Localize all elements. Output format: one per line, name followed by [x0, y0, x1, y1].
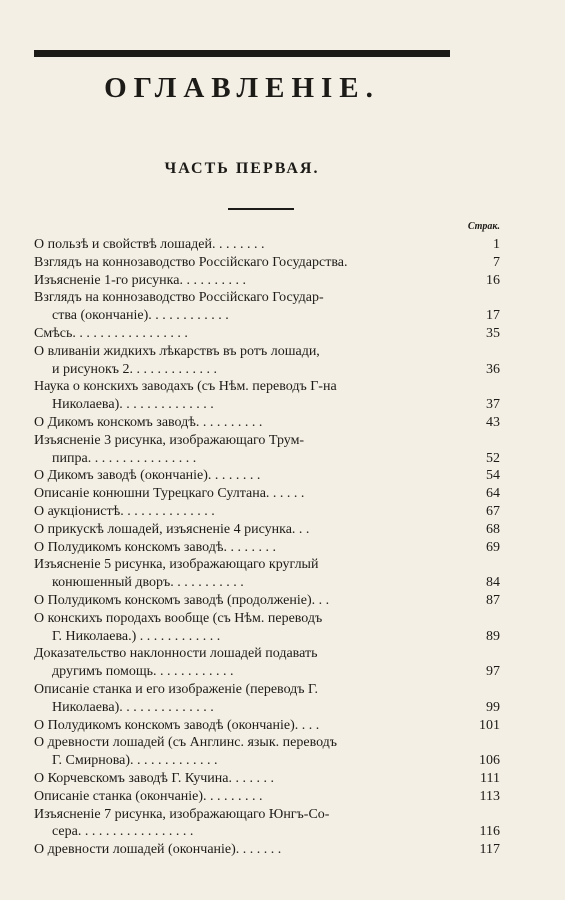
toc-entry-page-number: 69	[486, 539, 500, 555]
toc-entry-page-number: 87	[486, 592, 500, 608]
toc-entry	[34, 539, 500, 557]
toc-entry-page-number: 99	[486, 699, 500, 715]
toc-entry-page-number: 116	[479, 824, 500, 840]
toc-entry-page-number: 113	[479, 788, 500, 804]
toc-entry-page-number: 17	[486, 308, 500, 324]
toc-entry	[34, 378, 500, 414]
toc-entry	[34, 254, 500, 272]
toc-entry-page-number: 54	[486, 468, 500, 484]
toc-entry	[34, 556, 500, 592]
toc-entry	[34, 592, 500, 610]
toc-entry-page-number: 84	[486, 575, 500, 591]
toc-entry-title: О Полудикомъ конскомъ заводѣ (окончаніе). . . .	[34, 717, 320, 733]
toc-entry-title: Взглядъ на коннозаводство Россійскаго Государ-	[34, 290, 324, 306]
toc-entry-title: О прикускѣ лошадей, изъясненіе 4 рисунка. . .	[34, 521, 310, 537]
toc-entry-title-continuation: серa. . . . . . . . . . . . . . . . .	[52, 824, 194, 840]
toc-entry-title: Описаніе конюшни Турецкаго Султана. . . . . .	[34, 486, 305, 502]
toc-entry-title-continuation: Г. Николаева.) . . . . . . . . . . . .	[52, 628, 221, 644]
page-title: ОГЛАВЛЕНІЕ.	[104, 72, 380, 104]
toc-entry	[34, 236, 500, 254]
toc-entry-title: О древности лошадей (окончаніе). . . . . . .	[34, 842, 282, 858]
toc-entry-title-continuation: пипра. . . . . . . . . . . . . . . .	[52, 450, 197, 466]
toc-entry-title-continuation: Г. Смирнова). . . . . . . . . . . . .	[52, 753, 218, 769]
toc-entry-page-number: 16	[486, 272, 500, 288]
toc-entry-title: Смѣсь. . . . . . . . . . . . . . . . .	[34, 325, 188, 341]
toc-entry	[34, 325, 500, 343]
toc-entry-title: О конскихъ породахъ вообще (съ Нѣм. переводъ	[34, 610, 323, 626]
toc-entry-title: О пользѣ и свойствѣ лошадей. . . . . . . .	[34, 237, 265, 252]
toc-entry	[34, 467, 500, 485]
toc-entry-page-number: 7	[493, 254, 500, 270]
toc-entry-page-number: 106	[479, 753, 500, 769]
toc-entry-page-number: 43	[486, 414, 500, 430]
toc-entry	[34, 503, 500, 521]
toc-entry	[34, 788, 500, 806]
toc-entry-title: О Полудикомъ конскомъ заводѣ (продолженіе). . .	[34, 592, 330, 608]
toc-entry-title: Доказательство наклонности лошадей подавать	[34, 646, 318, 662]
toc-entry-title-continuation: конюшенный дворъ. . . . . . . . . . .	[52, 575, 244, 591]
toc-entry-title-continuation: Николаева). . . . . . . . . . . . . .	[52, 699, 214, 715]
toc-entry-page-number: 36	[486, 361, 500, 377]
toc-entry-title: Изъясненіе 7 рисунка, изображающаго Юнгъ-Со-	[34, 806, 330, 822]
toc-entry	[34, 432, 500, 468]
toc-entry-title: О аукціонистѣ. . . . . . . . . . . . . .	[34, 503, 215, 519]
toc-entry-title: Наука о конскихъ заводахъ (съ Нѣм. переводъ Г-на	[34, 379, 337, 395]
toc-entry-title: Изъясненіе 5 рисунка, изображающаго круглый	[34, 557, 319, 573]
toc-entry	[34, 841, 500, 859]
toc-entry-page-number: 68	[486, 521, 500, 537]
toc-entry	[34, 272, 500, 290]
toc-entry-title: Изъясненіе 1-го рисунка. . . . . . . . . .	[34, 272, 246, 288]
toc-entry-title-continuation: Николаева). . . . . . . . . . . . . .	[52, 397, 214, 413]
table-of-contents	[34, 236, 500, 859]
toc-entry-title: О древности лошадей (съ Англинс. язык. переводъ	[34, 735, 338, 751]
toc-entry	[34, 485, 500, 503]
toc-entry-title: Взглядъ на коннозаводство Россійскаго Государства.	[34, 254, 348, 270]
toc-entry	[34, 734, 500, 770]
toc-entry	[34, 289, 500, 325]
toc-entry-page-number: 67	[486, 503, 500, 519]
part-heading: ЧАСТЬ ПЕРВАЯ.	[164, 160, 320, 177]
toc-entry-page-number: 37	[486, 397, 500, 413]
toc-entry	[34, 610, 500, 646]
toc-entry-title-continuation: другимъ помощь. . . . . . . . . . . .	[52, 664, 234, 680]
short-divider-rule	[228, 208, 294, 210]
toc-entry-title: О вливаніи жидкихъ лѣкарствъ въ ротъ лошади,	[34, 343, 320, 359]
toc-entry	[34, 681, 500, 717]
toc-entry-page-number: 111	[480, 770, 500, 786]
toc-entry-title: Описаніе станка и его изображеніе (переводъ Г.	[34, 681, 319, 697]
toc-entry-title: О Дикомъ конскомъ заводѣ. . . . . . . . . .	[34, 414, 263, 430]
toc-entry-title: О Полудикомъ конскомъ заводѣ. . . . . . . .	[34, 539, 276, 555]
top-thick-rule	[34, 50, 450, 57]
toc-entry-page-number: 97	[486, 664, 500, 680]
toc-entry-page-number: 101	[479, 717, 500, 733]
toc-entry-page-number: 1	[493, 237, 500, 252]
toc-entry	[34, 414, 500, 432]
toc-entry	[34, 645, 500, 681]
toc-entry-page-number: 35	[486, 325, 500, 341]
toc-entry-title-continuation: и рисунокъ 2. . . . . . . . . . . . .	[52, 361, 218, 377]
page-column-label: Страк.	[467, 221, 500, 232]
toc-entry-title: О Дикомъ заводѣ (окончаніе). . . . . . . .	[34, 468, 261, 484]
toc-entry	[34, 521, 500, 539]
toc-entry-page-number: 52	[486, 450, 500, 466]
toc-entry-title: Описаніе станка (окончаніе). . . . . . . . .	[34, 788, 263, 804]
toc-entry-title: Изъясненіе 3 рисунка, изображающаго Трум-	[34, 432, 305, 448]
toc-entry-page-number: 64	[486, 486, 500, 502]
toc-entry	[34, 343, 500, 379]
toc-entry	[34, 770, 500, 788]
toc-entry	[34, 806, 500, 842]
toc-entry	[34, 717, 500, 735]
toc-entry-title-continuation: ства (окончаніе). . . . . . . . . . . .	[52, 308, 229, 324]
toc-entry-page-number: 117	[479, 842, 500, 858]
toc-entry-title: О Корчевскомъ заводѣ Г. Кучина. . . . . . .	[34, 770, 274, 786]
toc-entry-page-number: 89	[486, 628, 500, 644]
